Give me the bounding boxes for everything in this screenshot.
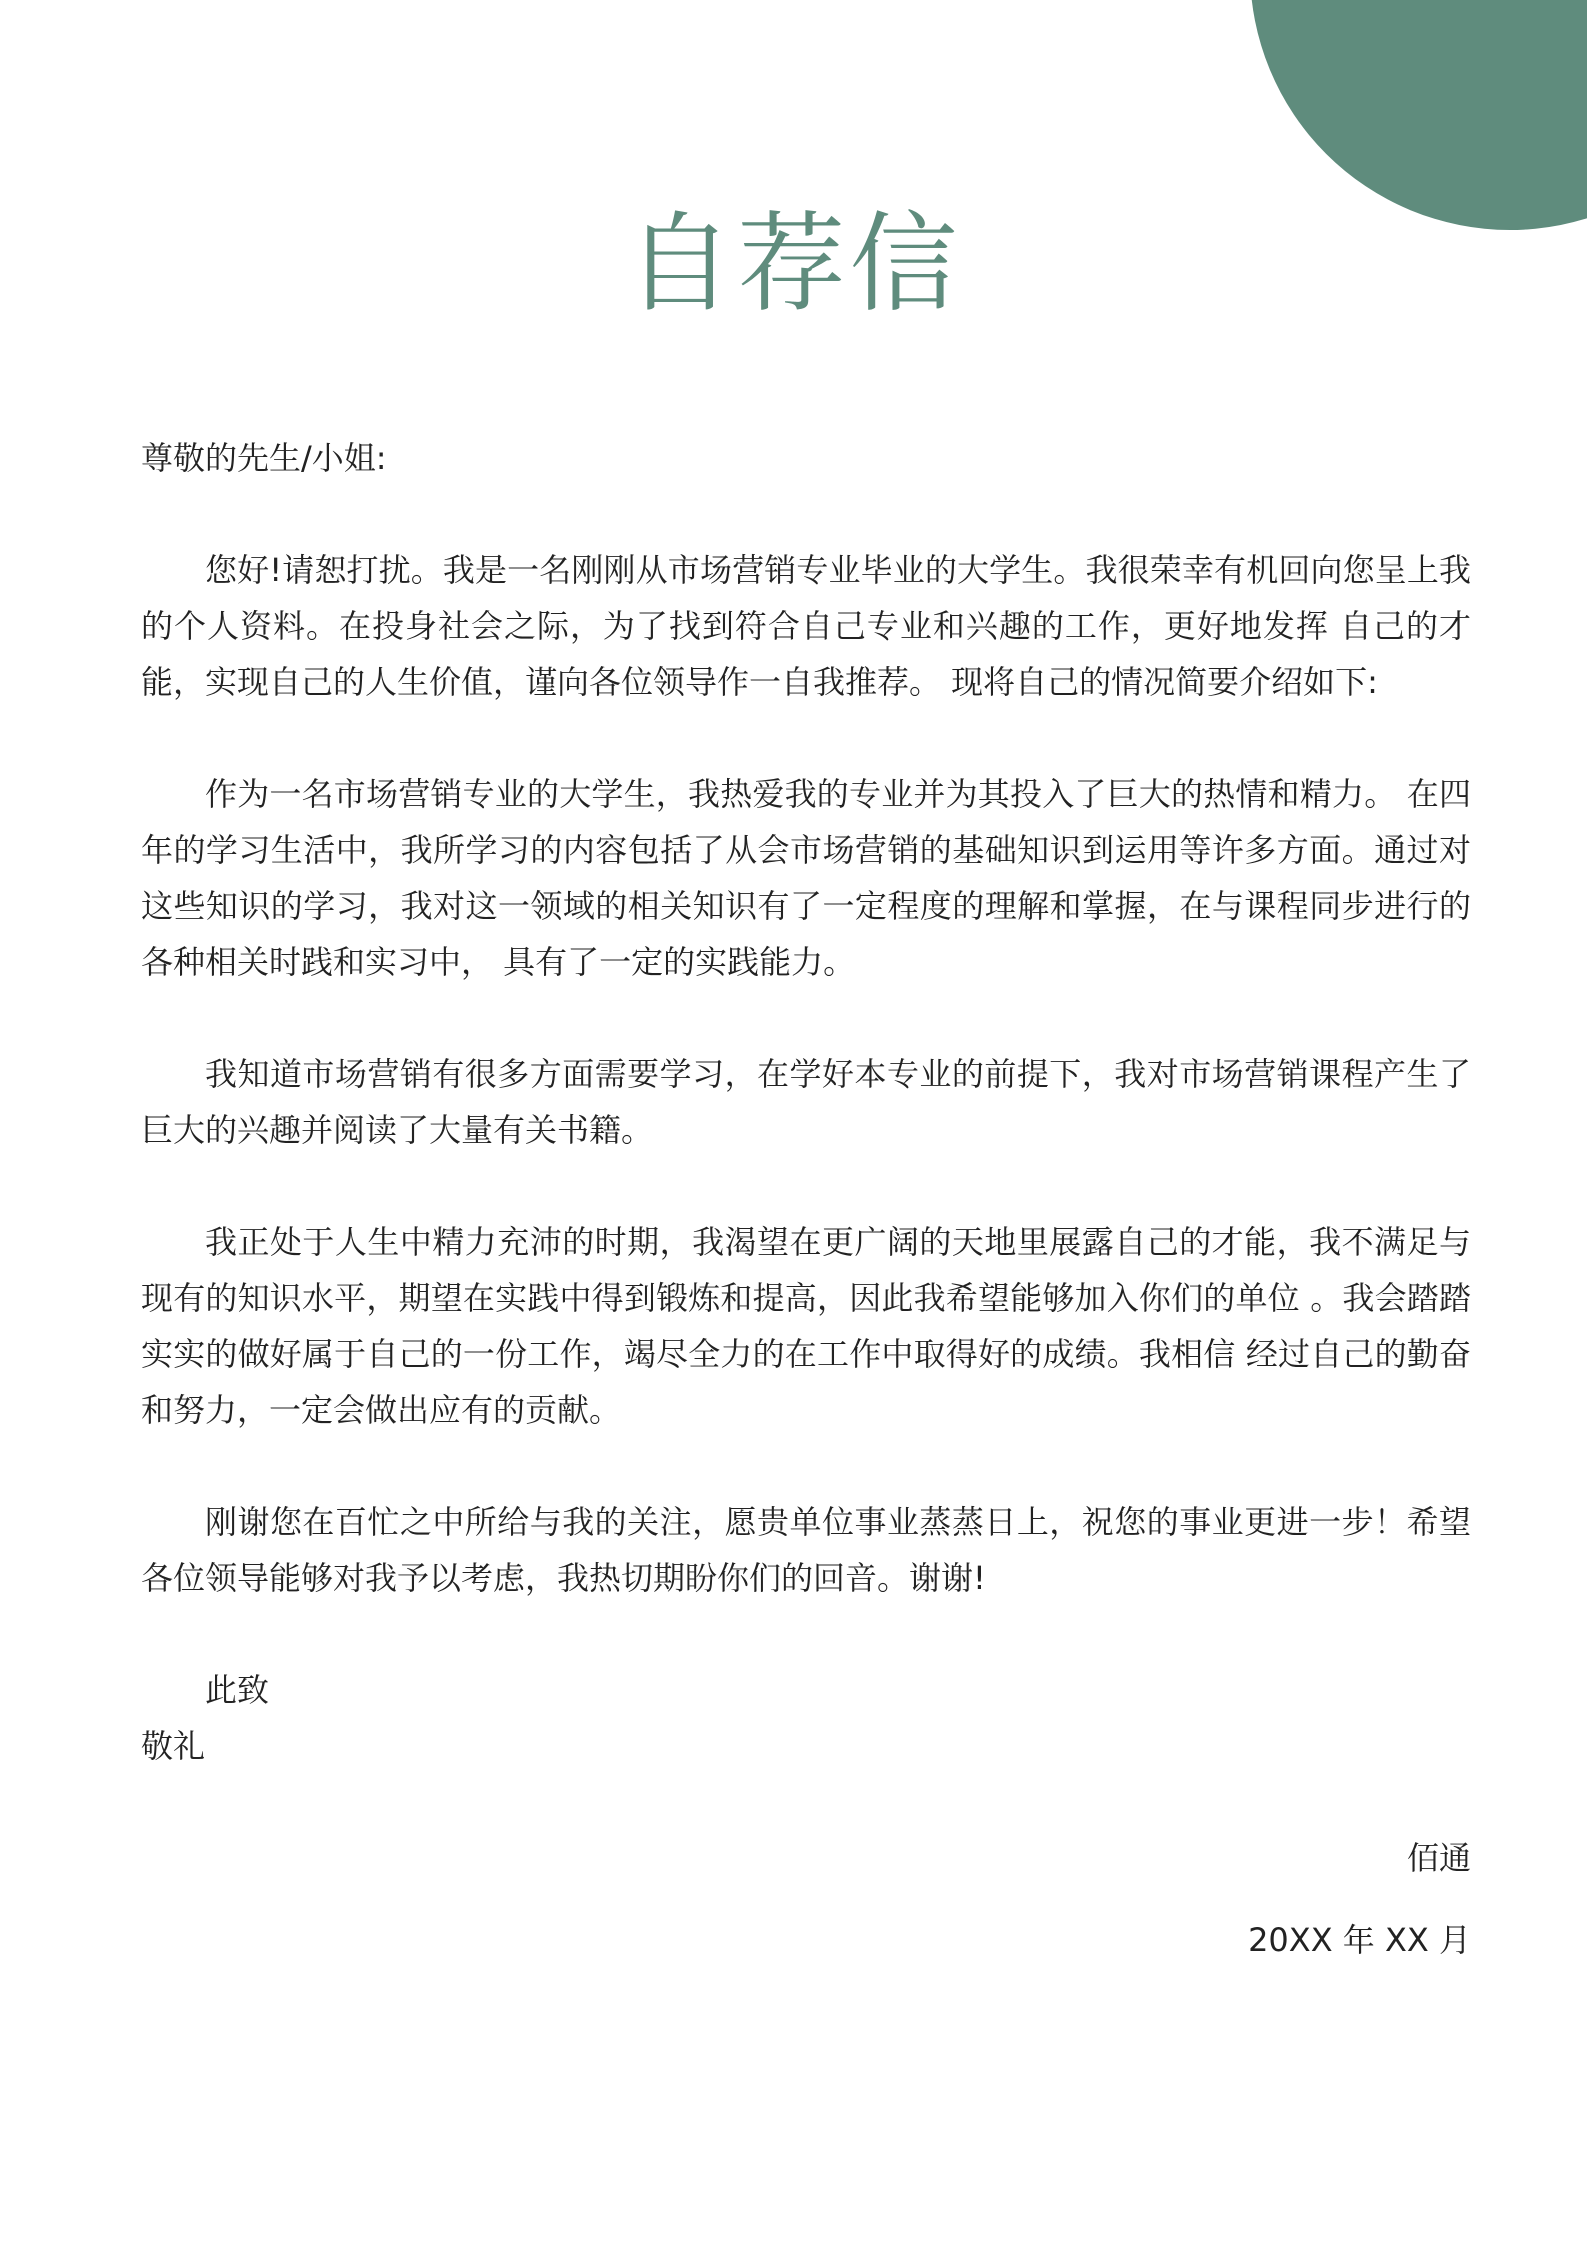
paragraph-education: 作为一名市场营销专业的大学生，我热爱我的专业并为其投入了巨大的热情和精力。 在四年的学习生活中，我所学习的内容包括了从会市场营销的基础知识到运用等许多方面。通过对这些知识的学习，我对这一领域的相关知识有了一定程度的理解和掌握，在与课程同步进行的各种相关时践和实习中， 具有了一定的实践能力。 xyxy=(141,775,1471,981)
paragraph-interest: 我知道市场营销有很多方面需要学习，在学好本专业的前提下，我对市场营销课程产生了巨大的兴趣并阅读了大量有关书籍。 xyxy=(141,1055,1471,1149)
paragraph-aspiration: 我正处于人生中精力充沛的时期，我渴望在更广阔的天地里展露自己的才能，我不满足与现有的知识水平，期望在实践中得到锻炼和提高，因此我希望能够加入你们的单位 。我会踏踏实实的做好属于自己的一份工作，竭尽全力的在工作中取得好的成绩。我相信 经过自己的勤奋和努力，一定会做出应有的贡献。 xyxy=(141,1223,1471,1429)
signature: 佰通 xyxy=(1406,1839,1471,1877)
closing-line-1: 此致 xyxy=(205,1671,270,1709)
salutation: 尊敬的先生/小姐: xyxy=(141,439,387,477)
decorative-corner-circle xyxy=(1250,0,1587,230)
page-title: 自荐信 xyxy=(625,202,962,327)
paragraph-greeting: 您好!请恕打扰。我是一名刚刚从市场营销专业毕业的大学生。我很荣幸有机回向您呈上我的个人资料。在投身社会之际，为了找到符合自己专业和兴趣的工作，更好地发挥 自己的才能，实现自己的人生价值，谨向各位领导作一自我推荐。 现将自己的情况简要介绍如下: xyxy=(141,551,1471,701)
closing-line-2: 敬礼 xyxy=(141,1727,206,1765)
paragraph-thanks: 刚谢您在百忙之中所给与我的关注，愿贵单位事业蒸蒸日上，祝您的事业更进一步！希望各位领导能够对我予以考虑，我热切期盼你们的回音。谢谢! xyxy=(141,1503,1471,1597)
letter-body xyxy=(141,430,1471,1968)
letter-date: 20XX 年 XX 月 xyxy=(1248,1921,1471,1959)
